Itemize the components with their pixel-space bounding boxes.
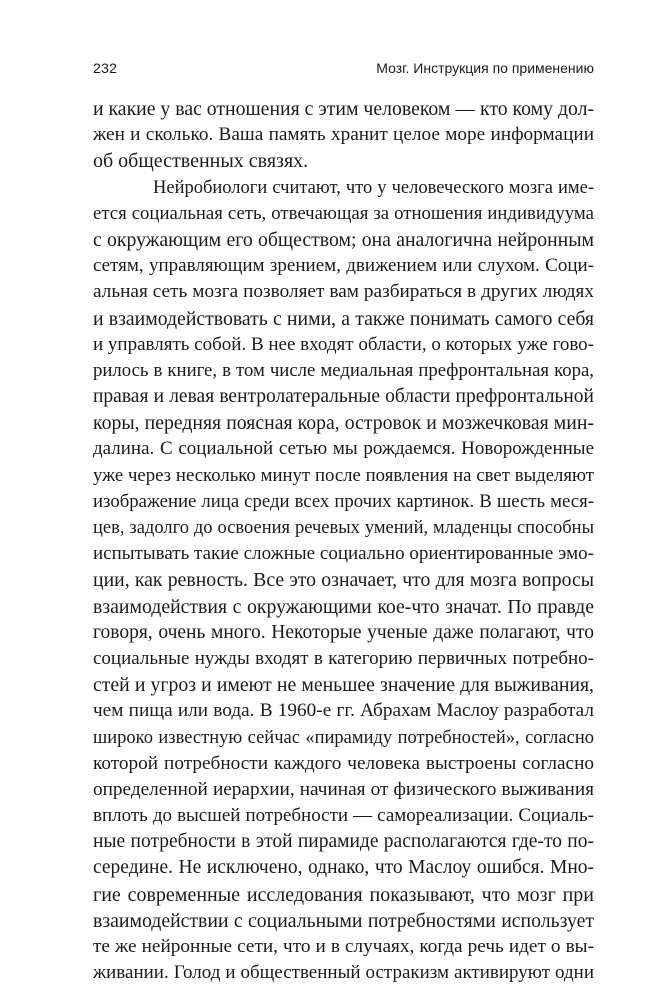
text-line: ется социальная сеть, отвечающая за отношения индивидуума	[93, 202, 594, 224]
text-line: ции, как ревность. Все это означает, что для мозга вопросы	[93, 569, 594, 592]
paragraph-first-line: Нейробиологи считают, что у человеческого мозга име-	[153, 177, 594, 198]
text-line: гие современные исследования показывают, что мозг при	[93, 883, 594, 906]
text-line: чем пища или вода. В 1960-е гг. Абрахам Маслоу разработал	[93, 700, 594, 722]
text-line: цев, задолго до освоения речевых умений, младенцы способны	[93, 518, 594, 538]
text-line: уже через несколько минут после появления на свет выделяют	[93, 464, 594, 486]
text-line: испытывать такие сложные социально ориентированные эмо-	[93, 543, 594, 565]
text-line: сетям, управляющим зрением, движением или слухом. Соци-	[93, 255, 594, 277]
text-line: и взаимодействовать с ними, а также понимать самого себя	[93, 307, 594, 330]
text-line: и какие у вас отношения с этим человеком — кто кому дол-	[93, 98, 595, 120]
text-line: середине. Не исключено, однако, что Маслоу ошибся. Мно-	[93, 857, 594, 879]
running-title: Мозг. Инструкция по применению	[376, 60, 594, 76]
text-line: широко известную сейчас «пирамиду потребностей», согласно	[93, 727, 594, 748]
text-line: говоря, очень много. Некоторые ученые даже полагают, что	[93, 621, 594, 643]
text-line: жен и сколько. Ваша память хранит целое море информации	[93, 124, 594, 146]
text-line: изображение лица среди всех прочих картинок. В шесть меся-	[93, 490, 594, 512]
text-line: стей и угроз и имеют не меньшее значение для выживания,	[93, 674, 594, 697]
text-line: и управлять собой. В нее входят области, о которых уже гово-	[93, 333, 594, 355]
text-line: альная сеть мозга позволяет вам разбираться в других людях	[93, 281, 594, 303]
text-line: социальные нужды входят в категорию первичных потребно-	[93, 647, 594, 669]
text-line: коры, передняя поясная кора, островок и мозжечковая мин-	[93, 412, 594, 435]
text-line: ные потребности в этой пирамиде располагаются где-то по-	[93, 831, 594, 853]
text-line: определенной иерархии, начиная от физического выживания	[93, 778, 594, 800]
text-line: рилось в книге, в том числе медиальная префронтальная кора,	[93, 359, 594, 381]
body-text	[93, 96, 594, 986]
text-line: живании. Голод и общественный остракизм активируют одни	[93, 962, 594, 984]
text-line: взаимодействии с социальными потребностями использует	[93, 909, 594, 932]
text-line: взаимодействия с окружающими кое-что значат. По правде	[93, 595, 594, 618]
page-header	[93, 60, 594, 80]
text-line: с окружающим его обществом; она аналогична нейронным	[93, 228, 594, 251]
text-line: об общественных связях.	[93, 150, 309, 173]
text-line: вплоть до высшей потребности — самореализации. Социаль-	[93, 805, 594, 827]
page-number: 232	[93, 60, 118, 76]
text-line: далина. С социальной сетью мы рождаемся. Новорожденные	[93, 438, 594, 460]
text-line: те же нейронные сети, что и в случаях, когда речь идет о вы-	[93, 936, 594, 957]
text-line: правая и левая вентролатеральные области префронтальной	[93, 386, 594, 408]
text-line: которой потребности каждого человека выстроены согласно	[93, 752, 594, 774]
